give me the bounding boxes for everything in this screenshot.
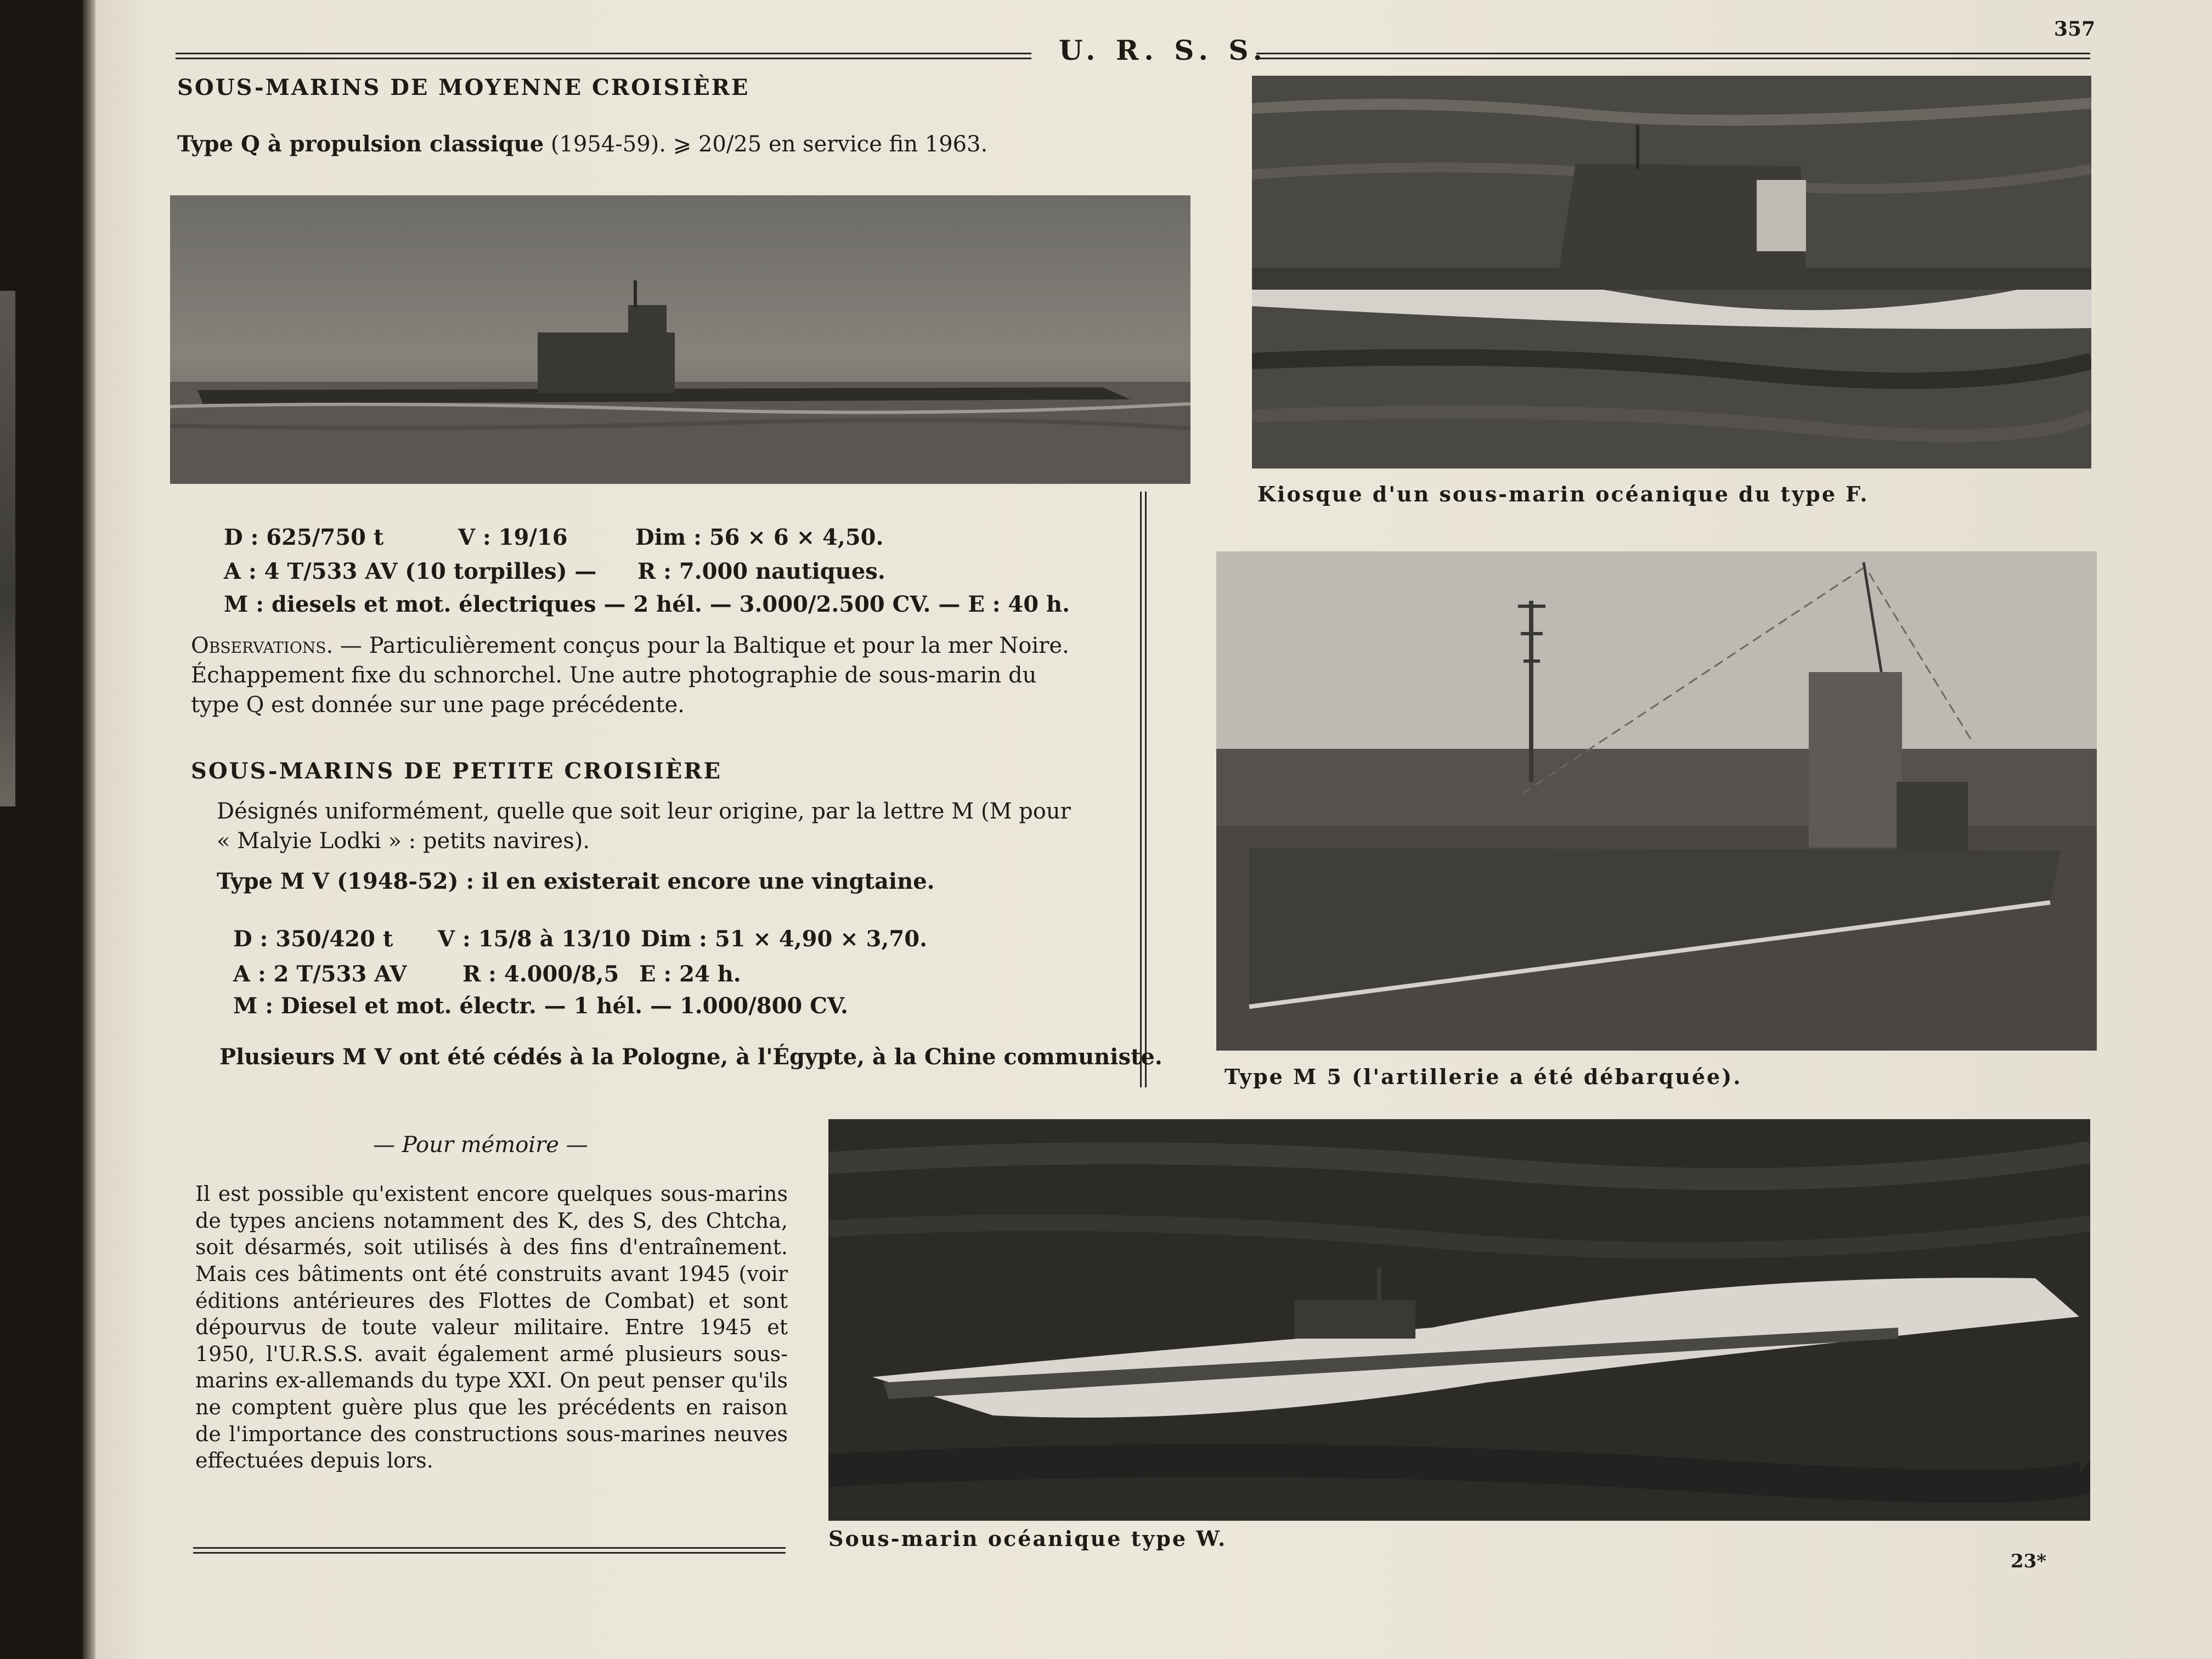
photo-type-m5 [1216, 551, 2097, 1051]
section-heading-medium: SOUS-MARINS DE MOYENNE CROISIÈRE [177, 75, 750, 100]
section2-intro: Désignés uniformément, quelle que soit leur origine, par la lettre M (M pour « Malyie Lodki » : petits navires). [217, 799, 1071, 854]
spec-q-d: D : 625/750 t [224, 524, 384, 550]
type-q-line [177, 129, 988, 159]
caption-type-w: Sous-marin océanique type W. [828, 1526, 1227, 1551]
observations-paragraph [191, 631, 1080, 720]
header-rule-left [176, 53, 1031, 59]
spec-mv-r: R : 4.000/8,5 [462, 961, 619, 987]
mv-transfer-note: Plusieurs M V ont été cédés à la Pologne, à l'Égypte, à la Chine communiste. [219, 1044, 1163, 1070]
spec-q-dim: Dim : 56 × 6 × 4,50. [635, 524, 884, 550]
header-rule-right [1256, 53, 2090, 59]
photo-type-q-submarine [170, 195, 1190, 484]
spec-mv-v: V : 15/8 à 13/10 [438, 926, 631, 952]
caption-kiosque: Kiosque d'un sous-marin océanique du type F. [1257, 482, 1869, 506]
type-q-name: Type Q à propulsion classique [177, 131, 544, 157]
spec-q-r: R : 7.000 nautiques. [637, 558, 885, 584]
spec-mv-e: E : 24 h. [639, 961, 741, 987]
spec-mv-m: M : Diesel et mot. électr. — 1 hél. — 1.000/800 CV. [233, 993, 848, 1019]
spec-mv-a: A : 2 T/533 AV [233, 961, 407, 987]
type-q-details: (1954-59). ⩾ 20/25 en service fin 1963. [550, 132, 988, 157]
type-mv-line: Type M V (1948-52) : il en existerait encore une vingtaine. [217, 868, 935, 894]
observations-text: — Particulièrement conçus pour la Baltique et pour la mer Noire. Échappement fixe du schnorchel. Une autre photographie de sous-marin du type Q est donnée sur une page précédente. [191, 633, 1069, 718]
signature-mark: 23* [2011, 1550, 2047, 1572]
header-title: U. R. S. S. [1059, 34, 1268, 66]
observations-label: Observations. [191, 633, 334, 658]
spec-q-a: A : 4 T/533 AV (10 torpilles) — [224, 558, 597, 584]
photo-type-w [828, 1119, 2090, 1521]
footer-rule [193, 1547, 786, 1554]
spec-q-m: M : diesels et mot. électriques — 2 hél. — 3.000/2.500 CV. — E : 40 h. [224, 591, 1070, 617]
spec-q-v: V : 19/16 [458, 524, 568, 550]
page-number: 357 [2054, 18, 2096, 41]
spec-mv-dim: Dim : 51 × 4,90 × 3,70. [641, 926, 927, 952]
caption-type-m5: Type M 5 (l'artillerie a été débarquée). [1224, 1064, 1742, 1089]
column-divider [1140, 492, 1147, 1087]
memo-paragraph: Il est possible qu'existent encore quelques sous-marins de types anciens notamment des K, des S, des Chtcha, soit désarmés, soit utilisés à des fins d'entraînement. Mais ces bâtiments ont été construits avant 1945 (voir éditions antérieures des Flottes de Combat) et sont dépourvus de toute valeur militaire. Entre 1945 et 1950, l'U.R.S.S. avait également armé plusieurs sous-marins ex-allemands du type XXI. On peut penser qu'ils ne comptent guère plus que les précédents en raison de l'importance des constructions sous-marines neuves effectuées depuis lors. [195, 1182, 788, 1473]
section-heading-small: SOUS-MARINS DE PETITE CROISIÈRE [191, 758, 722, 784]
book-spine [82, 0, 95, 1659]
spec-mv-d: D : 350/420 t [233, 926, 393, 952]
photo-kiosque-type-f [1252, 76, 2091, 469]
previous-page-edge [0, 291, 15, 806]
memo-title: — Pour mémoire — [373, 1132, 588, 1158]
